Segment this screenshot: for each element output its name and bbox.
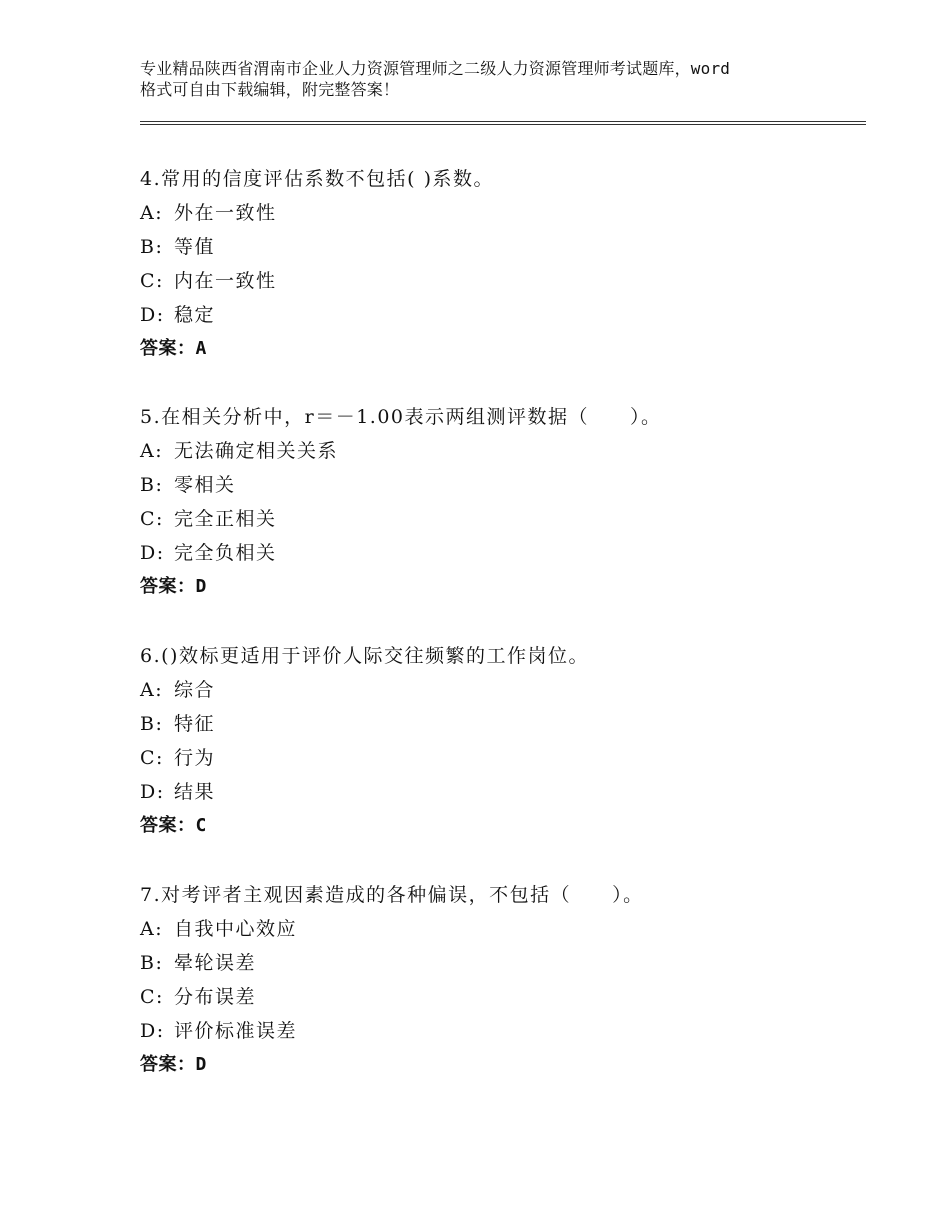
option-letter: C:	[140, 986, 164, 1008]
option-text: 等值	[174, 236, 216, 258]
option-text: 行为	[174, 747, 216, 769]
question-5	[140, 400, 860, 604]
question-stem: 5.在相关分析中，r＝－1.00表示两组测评数据（ ）。	[140, 406, 662, 428]
header-title-line-2: 格式可自由下载编辑，附完整答案！	[140, 80, 400, 99]
option-a	[140, 196, 860, 230]
option-text: 评价标准误差	[174, 1020, 298, 1042]
question-7	[140, 878, 860, 1082]
option-letter: A:	[140, 918, 164, 940]
question-stem: 6.()效标更适用于评价人际交往频繁的工作岗位。	[140, 645, 589, 667]
header-title-line-1: 专业精品陕西省渭南市企业人力资源管理师之二级人力资源管理师考试题库，word	[140, 59, 731, 78]
option-text: 完全正相关	[174, 508, 277, 530]
option-letter: B:	[140, 713, 164, 735]
question-stem: 4.常用的信度评估系数不包括( )系数。	[140, 168, 494, 190]
option-text: 零相关	[174, 474, 236, 496]
option-letter: B:	[140, 236, 164, 258]
option-a	[140, 434, 860, 468]
option-c	[140, 264, 860, 298]
option-d	[140, 775, 860, 809]
option-letter: A:	[140, 440, 164, 462]
option-text: 结果	[174, 781, 216, 803]
option-text: 完全负相关	[174, 542, 277, 564]
option-text: 晕轮误差	[174, 952, 257, 974]
option-text: 内在一致性	[174, 270, 277, 292]
option-c	[140, 741, 860, 775]
header-divider-top	[140, 121, 866, 122]
option-d	[140, 1014, 860, 1048]
option-letter: B:	[140, 952, 164, 974]
option-letter: D:	[140, 1020, 165, 1042]
option-text: 外在一致性	[174, 202, 277, 224]
option-letter: A:	[140, 679, 164, 701]
option-letter: D:	[140, 304, 165, 326]
option-a	[140, 673, 860, 707]
answer-key: 答案：A	[140, 338, 207, 359]
option-c	[140, 980, 860, 1014]
option-letter: C:	[140, 747, 164, 769]
option-a	[140, 912, 860, 946]
document-header	[140, 58, 840, 100]
option-c	[140, 502, 860, 536]
option-text: 自我中心效应	[174, 918, 298, 940]
answer-key: 答案：D	[140, 1054, 207, 1075]
answer-key: 答案：D	[140, 576, 207, 597]
option-text: 无法确定相关关系	[174, 440, 339, 462]
option-text: 分布误差	[174, 986, 257, 1008]
option-text: 综合	[174, 679, 216, 701]
option-d	[140, 536, 860, 570]
option-letter: D:	[140, 781, 165, 803]
question-6	[140, 639, 860, 843]
option-letter: D:	[140, 542, 165, 564]
option-b	[140, 468, 860, 502]
option-letter: A:	[140, 202, 164, 224]
option-letter: C:	[140, 508, 164, 530]
option-text: 特征	[174, 713, 216, 735]
option-b	[140, 707, 860, 741]
question-stem: 7.对考评者主观因素造成的各种偏误，不包括（ ）。	[140, 884, 644, 906]
question-4	[140, 162, 860, 366]
option-b	[140, 230, 860, 264]
option-b	[140, 946, 860, 980]
answer-key: 答案：C	[140, 815, 207, 836]
option-d	[140, 298, 860, 332]
option-text: 稳定	[174, 304, 216, 326]
header-divider-bottom	[140, 124, 866, 125]
option-letter: B:	[140, 474, 164, 496]
option-letter: C:	[140, 270, 164, 292]
